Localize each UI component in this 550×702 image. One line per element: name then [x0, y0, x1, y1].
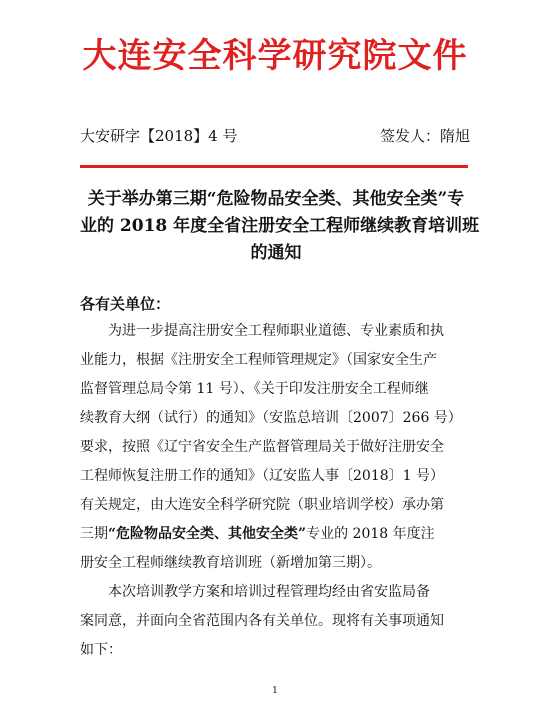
text-line: 要求，按照《辽宁省安全生产监督管理局关于做好注册安全	[80, 439, 444, 455]
text-line: 监督管理总局令第 11 号）、《关于印发注册安全工程师继	[80, 381, 429, 397]
page-number: 1	[272, 686, 278, 696]
paragraph-2	[80, 578, 470, 665]
text-line: 如下：	[80, 642, 122, 658]
issuer: 签发人：隋旭	[379, 126, 470, 145]
text-fragment: 专业的 2018 年度注	[306, 526, 435, 542]
document-number: 大安研字【2018】4 号	[80, 126, 238, 145]
salutation: 各有关单位：	[80, 295, 171, 313]
document-header-row	[80, 124, 470, 146]
paragraph-1	[80, 317, 470, 578]
text-fragment: 三期	[80, 526, 108, 542]
text-line: 为进一步提高注册安全工程师职业道德、专业素质和执	[80, 323, 444, 339]
title-line: 的通知	[250, 243, 302, 263]
text-line: 续教育大纲（试行）的通知》（安监总培训〔2007〕266 号）	[80, 410, 462, 426]
red-divider	[80, 165, 468, 168]
text-line	[80, 520, 470, 549]
text-line: 册安全工程师继续教育培训班（新增加第三期）。	[80, 555, 381, 571]
text-line: 案同意，并面向全省范围内各有关单位。现将有关事项通知	[80, 613, 444, 629]
title-line: 业的 2018 年度全省注册安全工程师继续教育培训班	[80, 216, 480, 236]
text-line: 本次培训教学方案和培训过程管理均经由省安监局备	[80, 584, 430, 600]
text-line: 工程师恢复注册工作的通知》（辽安监人事〔2018〕1 号）	[80, 468, 444, 484]
document-banner: 大连安全科学研究院文件	[82, 36, 468, 76]
document-title	[80, 186, 480, 267]
text-line: 业能力，根据《注册安全工程师管理规定》（国家安全生产	[80, 352, 437, 368]
text-line: 有关规定，由大连安全科学研究院（职业培训学校）承办第	[80, 497, 444, 513]
title-line: 关于举办第三期“危险物品安全类、其他安全类”专	[87, 189, 465, 209]
emphasized-text: “危险物品安全类、其他安全类”	[108, 526, 307, 542]
